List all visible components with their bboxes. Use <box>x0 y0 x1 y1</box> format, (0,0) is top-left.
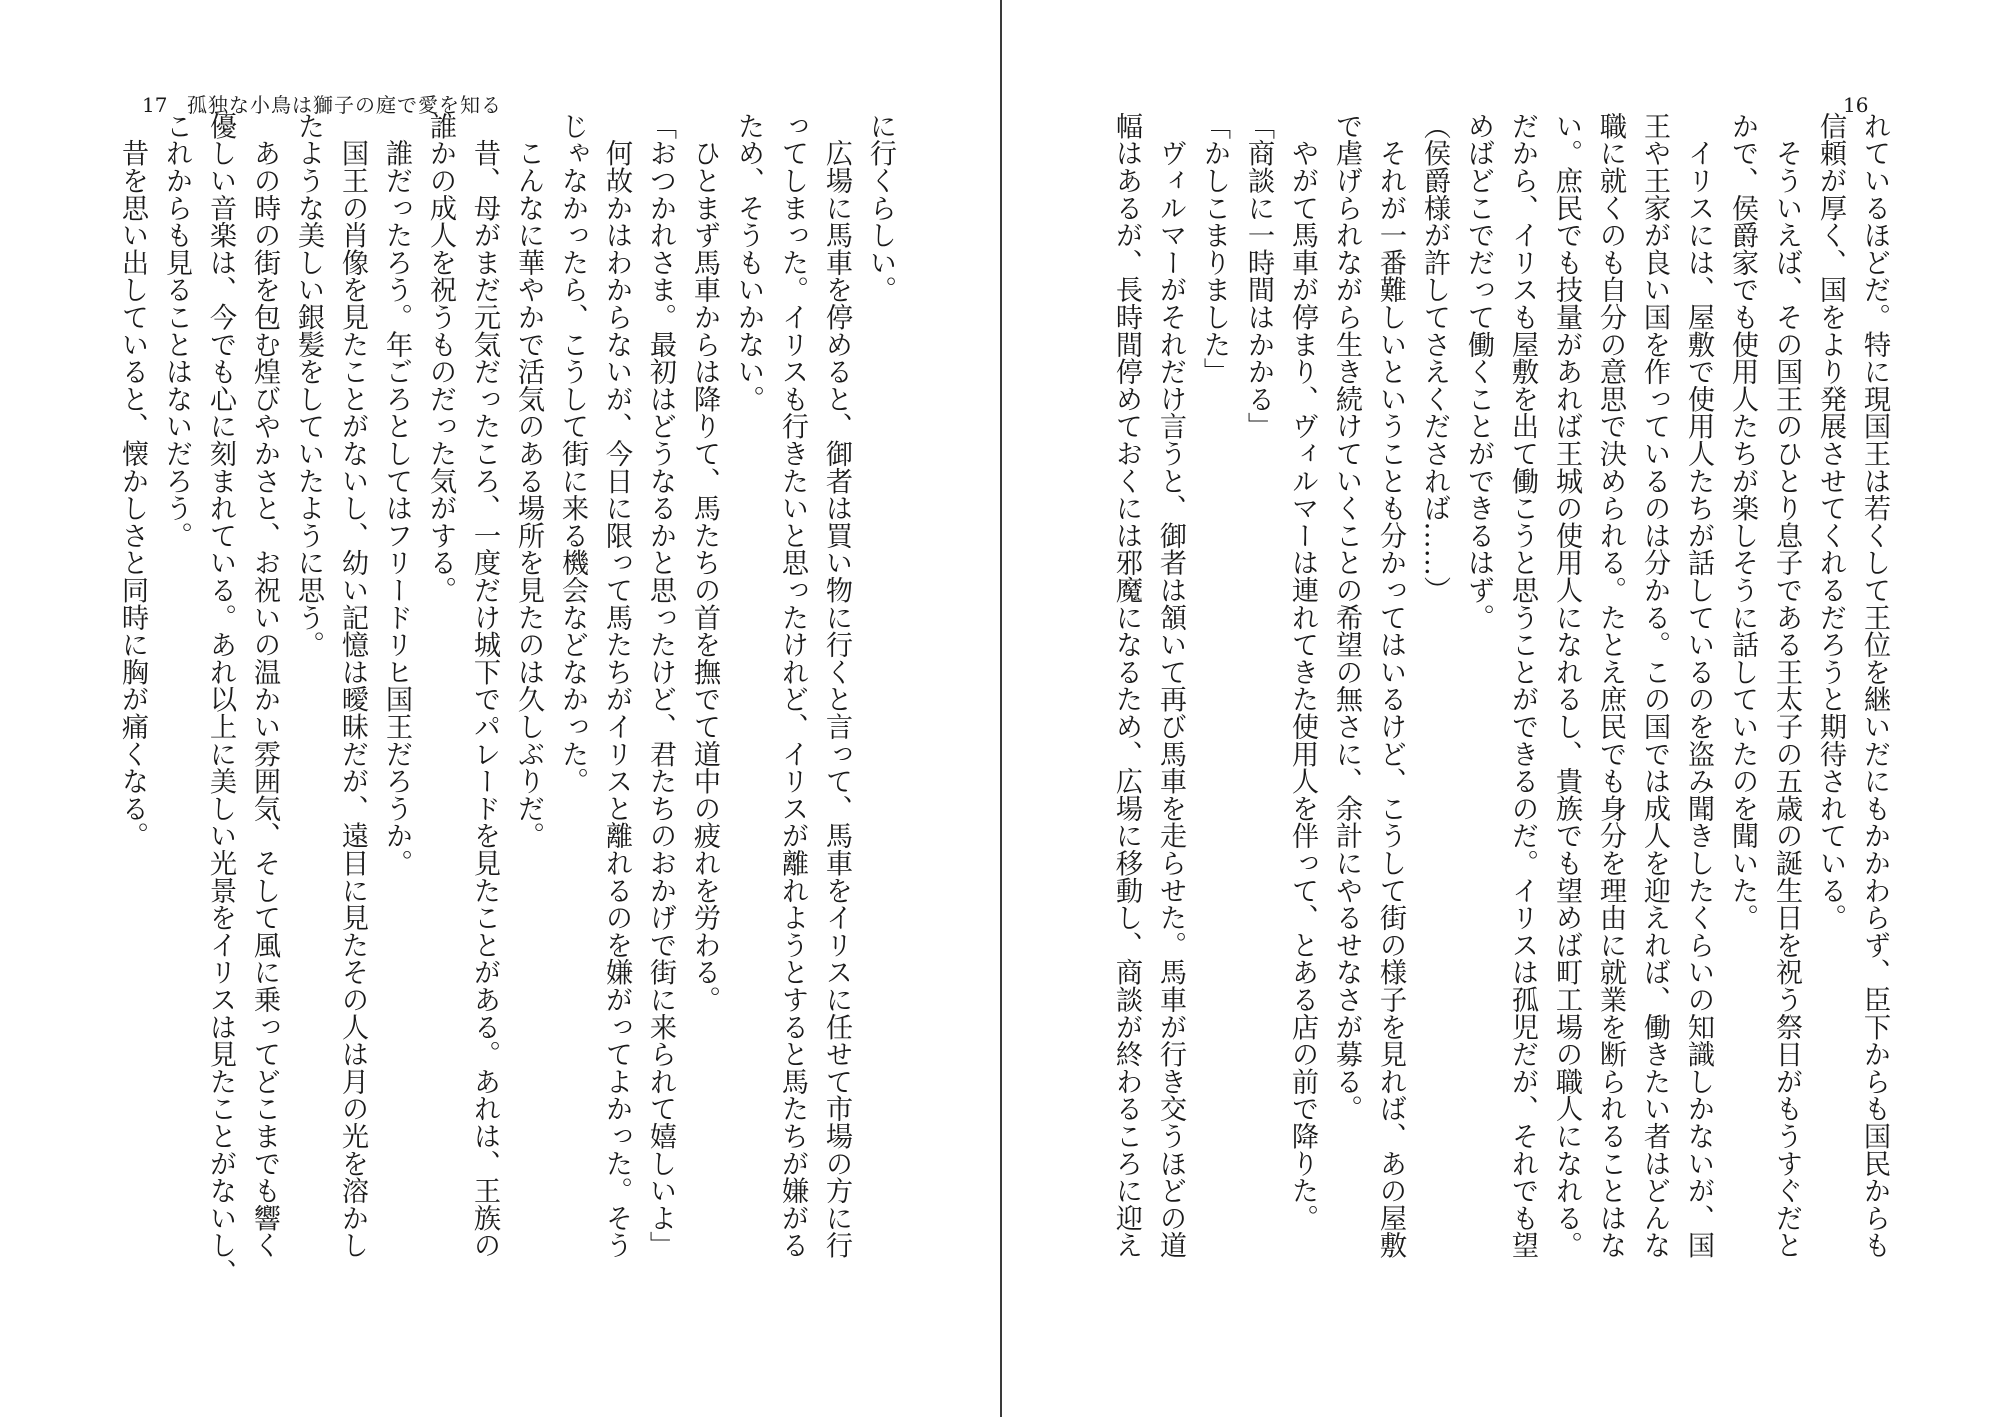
text-column: 「かしこまりました」 <box>1199 112 1230 385</box>
text-column: だから、イリスも屋敷を出て働こうと思うことができるのだ。イリスは孤児だが、それでも望 <box>1507 112 1538 1259</box>
text-column: （侯爵様が許してさえくだされば……） <box>1419 112 1450 604</box>
text-column: これからも見ることはないだろう。 <box>161 112 192 549</box>
text-column: じゃなかったら、こうして街に来る機会などなかった。 <box>557 112 588 795</box>
text-column: ヴィルマーがそれだけ言うと、御者は頷いて再び馬車を走らせた。馬車が行き交うほどの道 <box>1155 112 1186 1259</box>
text-column: そういえば、その国王のひとり息子である王太子の五歳の誕生日を祝う祭日がもうすぐだと <box>1771 112 1802 1259</box>
page-number: 16 <box>1843 93 1869 117</box>
left-page-text <box>110 112 902 1372</box>
text-column: 「商談に一時間はかかる」 <box>1243 112 1274 440</box>
text-column: 幅はあるが、長時間停めておくには邪魔になるため、広場に移動し、商談が終わるころに迎え <box>1111 112 1142 1259</box>
text-column: 広場に馬車を停めると、御者は買い物に行くと言って、馬車をイリスに任せて市場の方に行 <box>821 112 852 1259</box>
text-column: 誰かの成人を祝うものだった気がする。 <box>425 112 456 604</box>
text-column: 誰だったろう。年ごろとしてはフリードリヒ国王だろうか。 <box>381 112 412 877</box>
text-column: あの時の街を包む煌びやかさと、お祝いの温かい雰囲気、そして風に乗ってどこまでも響く <box>249 112 280 1259</box>
text-column: ってしまった。イリスも行きたいと思ったけれど、イリスが離れようとすると馬たちが嫌がる <box>777 112 808 1259</box>
text-column: れているほどだ。特に現国王は若くして王位を継いだにもかかわらず、臣下からも国民からも <box>1859 112 1890 1259</box>
text-column: 昔を思い出していると、懐かしさと同時に胸が痛くなる。 <box>117 112 148 850</box>
text-column: い。庶民でも技量があれば王城の使用人になれるし、貴族でも望めば町工場の職人になれる。 <box>1551 112 1582 1259</box>
text-column: 国王の肖像を見たことがないし、幼い記憶は曖昧だが、遠目に見たその人は月の光を溶かし <box>337 112 368 1259</box>
text-column: 昔、母がまだ元気だったころ、一度だけ城下でパレードを見たことがある。あれは、王族の <box>469 112 500 1259</box>
running-title: 孤独な小鳥は獅子の庭で愛を知る <box>187 93 502 117</box>
text-column: それが一番難しいということも分かってはいるけど、こうして街の様子を見れば、あの屋敷 <box>1375 112 1406 1259</box>
text-column: めばどこでだって働くことができるはず。 <box>1463 112 1494 631</box>
text-column: たような美しい銀髪をしていたように思う。 <box>293 112 324 658</box>
text-column: イリスには、屋敷で使用人たちが話しているのを盗み聞きしたくらいの知識しかないが、国 <box>1683 112 1714 1259</box>
text-column: こんなに華やかで活気のある場所を見たのは久しぶりだ。 <box>513 112 544 850</box>
text-column: 王や王家が良い国を作っているのは分かる。この国では成人を迎えれば、働きたい者はどんな <box>1639 112 1670 1259</box>
text-column: 職に就くのも自分の意思で決められる。たとえ庶民でも身分を理由に就業を断られることはな <box>1595 112 1626 1259</box>
text-column: で虐げられながら生き続けていくことの希望の無さに、余計にやるせなさが募る。 <box>1331 112 1362 1123</box>
text-column: 信頼が厚く、国をより発展させてくれるだろうと期待されている。 <box>1815 112 1846 931</box>
text-column: 何故かはわからないが、今日に限って馬たちがイリスと離れるのを嫌がってよかった。そう <box>601 112 632 1259</box>
text-column: に行くらしい。 <box>865 112 896 304</box>
text-column: やがて馬車が停まり、ヴィルマーは連れてきた使用人を伴って、とある店の前で降りた。 <box>1287 112 1318 1232</box>
text-column: ため、そうもいかない。 <box>733 112 764 413</box>
page-gutter-divider <box>1000 0 1002 1417</box>
page-number: 17 <box>142 93 168 117</box>
text-column: ひとまず馬車からは降りて、馬たちの首を撫でて道中の疲れを労わる。 <box>689 112 720 1013</box>
text-column: 「おつかれさま。最初はどうなるかと思ったけど、君たちのおかげで街に来られて嬉しいよ」 <box>645 112 676 1259</box>
text-column: 優しい音楽は、今でも心に刻まれている。あれ以上に美しい光景をイリスは見たことがないし、 <box>205 112 236 1286</box>
text-column: かで、侯爵家でも使用人たちが楽しそうに話していたのを聞いた。 <box>1727 112 1758 931</box>
right-page-text <box>1104 112 1896 1372</box>
